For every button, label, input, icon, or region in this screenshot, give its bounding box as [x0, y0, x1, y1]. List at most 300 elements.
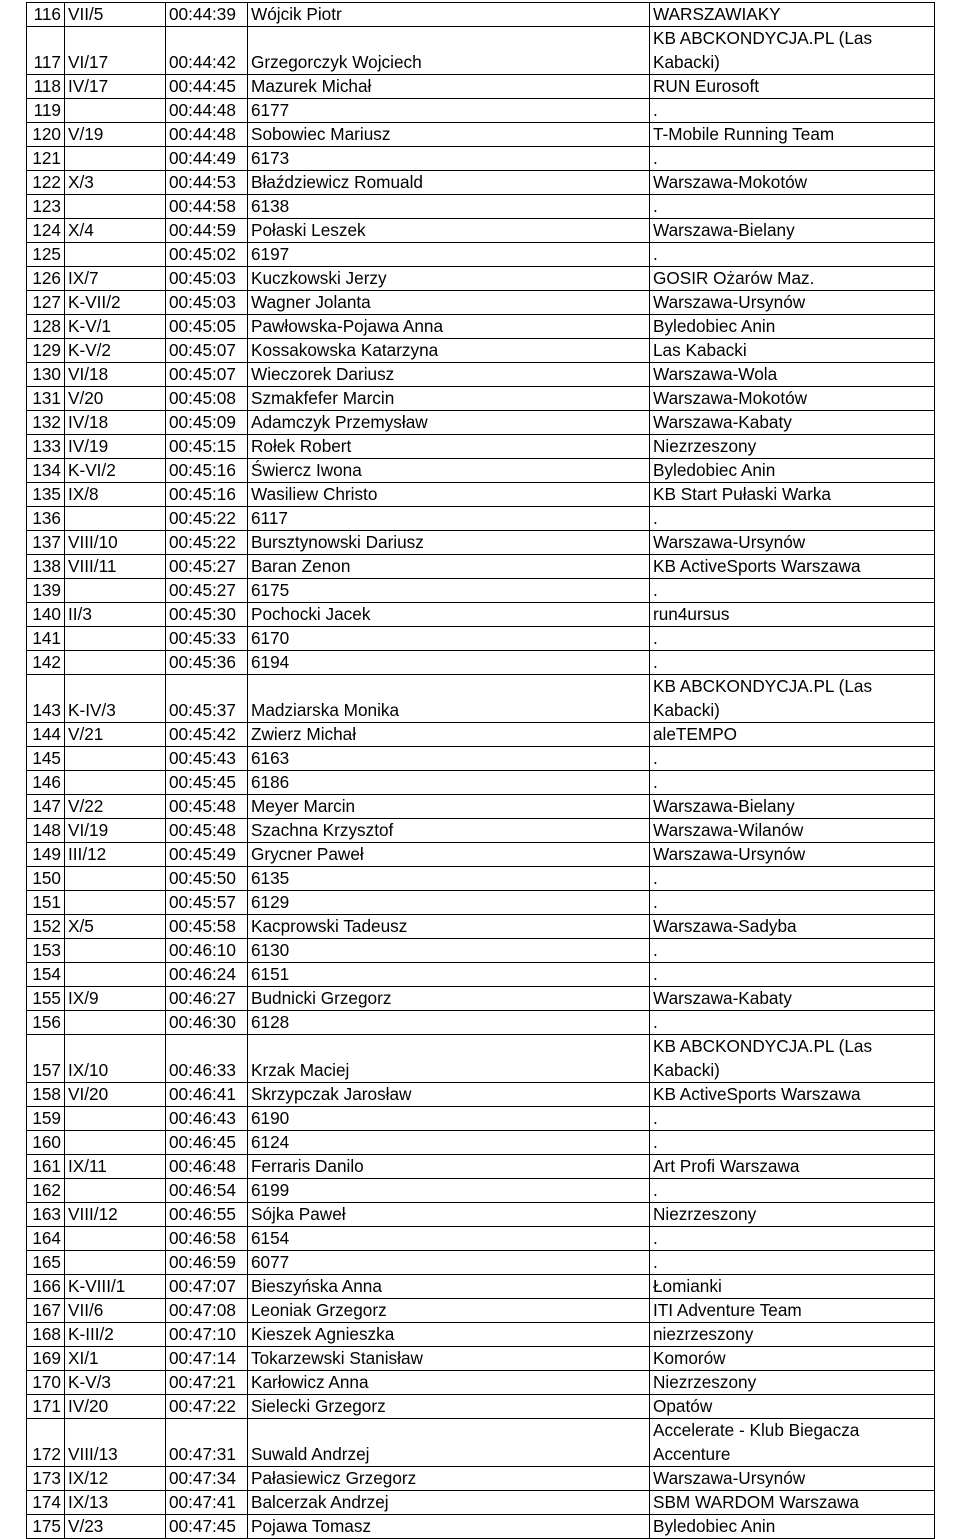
position-cell: 127 — [27, 291, 65, 315]
club-cell: . — [650, 507, 935, 531]
category-cell — [65, 891, 166, 915]
table-row — [27, 147, 935, 171]
club-cell: Warszawa-Ursynów — [650, 531, 935, 555]
table-row — [27, 891, 935, 915]
time-cell: 00:46:33 — [166, 1035, 248, 1083]
club-cell: KB ABCKONDYCJA.PL (Las Kabacki) — [650, 1035, 935, 1083]
table-row — [27, 99, 935, 123]
time-cell: 00:47:22 — [166, 1395, 248, 1419]
category-cell — [65, 651, 166, 675]
runner-name-cell: 6163 — [248, 747, 650, 771]
category-cell: IX/13 — [65, 1491, 166, 1515]
position-cell: 174 — [27, 1491, 65, 1515]
club-cell: ITI Adventure Team — [650, 1299, 935, 1323]
club-cell: . — [650, 1227, 935, 1251]
position-cell: 149 — [27, 843, 65, 867]
table-row — [27, 1155, 935, 1179]
category-cell — [65, 1107, 166, 1131]
club-cell: . — [650, 1011, 935, 1035]
position-cell: 141 — [27, 627, 65, 651]
club-cell: KB ActiveSports Warszawa — [650, 555, 935, 579]
runner-name-cell: 6177 — [248, 99, 650, 123]
club-cell: RUN Eurosoft — [650, 75, 935, 99]
club-cell: Opatów — [650, 1395, 935, 1419]
runner-name-cell: Budnicki Grzegorz — [248, 987, 650, 1011]
position-cell: 131 — [27, 387, 65, 411]
time-cell: 00:45:48 — [166, 795, 248, 819]
runner-name-cell: 6128 — [248, 1011, 650, 1035]
table-row — [27, 1083, 935, 1107]
runner-name-cell: 6194 — [248, 651, 650, 675]
club-cell: Warszawa-Mokotów — [650, 171, 935, 195]
runner-name-cell: Leoniak Grzegorz — [248, 1299, 650, 1323]
table-row — [27, 987, 935, 1011]
category-cell: IX/8 — [65, 483, 166, 507]
runner-name-cell: Wójcik Piotr — [248, 3, 650, 27]
table-row — [27, 1035, 935, 1083]
table-row — [27, 555, 935, 579]
time-cell: 00:45:42 — [166, 723, 248, 747]
position-cell: 151 — [27, 891, 65, 915]
table-row — [27, 1131, 935, 1155]
club-cell: KB ABCKONDYCJA.PL (Las Kabacki) — [650, 27, 935, 75]
position-cell: 133 — [27, 435, 65, 459]
position-cell: 165 — [27, 1251, 65, 1275]
runner-name-cell: 6117 — [248, 507, 650, 531]
time-cell: 00:46:58 — [166, 1227, 248, 1251]
club-cell: . — [650, 771, 935, 795]
position-cell: 147 — [27, 795, 65, 819]
position-cell: 117 — [27, 27, 65, 75]
category-cell: VIII/12 — [65, 1203, 166, 1227]
category-cell — [65, 99, 166, 123]
category-cell: IX/12 — [65, 1467, 166, 1491]
runner-name-cell: Sielecki Grzegorz — [248, 1395, 650, 1419]
category-cell — [65, 1011, 166, 1035]
position-cell: 156 — [27, 1011, 65, 1035]
runner-name-cell: Pochocki Jacek — [248, 603, 650, 627]
position-cell: 166 — [27, 1275, 65, 1299]
category-cell: X/5 — [65, 915, 166, 939]
position-cell: 132 — [27, 411, 65, 435]
time-cell: 00:45:30 — [166, 603, 248, 627]
runner-name-cell: Kossakowska Katarzyna — [248, 339, 650, 363]
time-cell: 00:45:36 — [166, 651, 248, 675]
table-row — [27, 963, 935, 987]
category-cell — [65, 1227, 166, 1251]
runner-name-cell: Grzegorczyk Wojciech — [248, 27, 650, 75]
club-cell: . — [650, 1131, 935, 1155]
position-cell: 119 — [27, 99, 65, 123]
time-cell: 00:47:10 — [166, 1323, 248, 1347]
category-cell — [65, 507, 166, 531]
time-cell: 00:47:14 — [166, 1347, 248, 1371]
position-cell: 152 — [27, 915, 65, 939]
table-row — [27, 291, 935, 315]
runner-name-cell: Bursztynowski Dariusz — [248, 531, 650, 555]
time-cell: 00:44:49 — [166, 147, 248, 171]
club-cell: run4ursus — [650, 603, 935, 627]
time-cell: 00:47:34 — [166, 1467, 248, 1491]
position-cell: 126 — [27, 267, 65, 291]
club-cell: Warszawa-Bielany — [650, 219, 935, 243]
table-row — [27, 339, 935, 363]
runner-name-cell: Karłowicz Anna — [248, 1371, 650, 1395]
runner-name-cell: 6154 — [248, 1227, 650, 1251]
category-cell — [65, 939, 166, 963]
category-cell — [65, 627, 166, 651]
time-cell: 00:44:45 — [166, 75, 248, 99]
runner-name-cell: 6130 — [248, 939, 650, 963]
category-cell: K-VIII/1 — [65, 1275, 166, 1299]
runner-name-cell: Adamczyk Przemysław — [248, 411, 650, 435]
time-cell: 00:44:59 — [166, 219, 248, 243]
position-cell: 167 — [27, 1299, 65, 1323]
position-cell: 123 — [27, 195, 65, 219]
category-cell: V/19 — [65, 123, 166, 147]
position-cell: 159 — [27, 1107, 65, 1131]
table-row — [27, 1323, 935, 1347]
category-cell: X/3 — [65, 171, 166, 195]
table-row — [27, 1371, 935, 1395]
table-row — [27, 531, 935, 555]
category-cell: X/4 — [65, 219, 166, 243]
time-cell: 00:45:15 — [166, 435, 248, 459]
position-cell: 161 — [27, 1155, 65, 1179]
position-cell: 163 — [27, 1203, 65, 1227]
club-cell: KB Start Pułaski Warka — [650, 483, 935, 507]
time-cell: 00:44:39 — [166, 3, 248, 27]
table-row — [27, 1395, 935, 1419]
runner-name-cell: 6077 — [248, 1251, 650, 1275]
time-cell: 00:44:53 — [166, 171, 248, 195]
table-row — [27, 579, 935, 603]
category-cell: III/12 — [65, 843, 166, 867]
position-cell: 150 — [27, 867, 65, 891]
runner-name-cell: Szachna Krzysztof — [248, 819, 650, 843]
time-cell: 00:46:45 — [166, 1131, 248, 1155]
category-cell: K-IV/3 — [65, 675, 166, 723]
time-cell: 00:45:37 — [166, 675, 248, 723]
position-cell: 143 — [27, 675, 65, 723]
position-cell: 168 — [27, 1323, 65, 1347]
time-cell: 00:46:41 — [166, 1083, 248, 1107]
table-row — [27, 3, 935, 27]
runner-name-cell: Kieszek Agnieszka — [248, 1323, 650, 1347]
club-cell: . — [650, 939, 935, 963]
position-cell: 125 — [27, 243, 65, 267]
table-row — [27, 915, 935, 939]
time-cell: 00:45:45 — [166, 771, 248, 795]
time-cell: 00:45:43 — [166, 747, 248, 771]
runner-name-cell: Połaski Leszek — [248, 219, 650, 243]
position-cell: 128 — [27, 315, 65, 339]
time-cell: 00:45:07 — [166, 363, 248, 387]
time-cell: 00:46:30 — [166, 1011, 248, 1035]
category-cell: VI/20 — [65, 1083, 166, 1107]
runner-name-cell: 6151 — [248, 963, 650, 987]
time-cell: 00:45:57 — [166, 891, 248, 915]
results-body — [27, 3, 935, 1539]
position-cell: 144 — [27, 723, 65, 747]
table-row — [27, 363, 935, 387]
position-cell: 140 — [27, 603, 65, 627]
time-cell: 00:47:45 — [166, 1515, 248, 1539]
club-cell: Byledobiec Anin — [650, 1515, 935, 1539]
position-cell: 153 — [27, 939, 65, 963]
runner-name-cell: Wagner Jolanta — [248, 291, 650, 315]
time-cell: 00:46:24 — [166, 963, 248, 987]
category-cell: V/20 — [65, 387, 166, 411]
club-cell: aleTEMPO — [650, 723, 935, 747]
time-cell: 00:47:41 — [166, 1491, 248, 1515]
time-cell: 00:45:05 — [166, 315, 248, 339]
table-row — [27, 75, 935, 99]
table-row — [27, 1203, 935, 1227]
club-cell: . — [650, 147, 935, 171]
club-cell: Warszawa-Ursynów — [650, 291, 935, 315]
category-cell — [65, 747, 166, 771]
table-row — [27, 267, 935, 291]
runner-name-cell: Szmakfefer Marcin — [248, 387, 650, 411]
category-cell: VII/6 — [65, 1299, 166, 1323]
runner-name-cell: Ferraris Danilo — [248, 1155, 650, 1179]
category-cell: V/21 — [65, 723, 166, 747]
table-row — [27, 507, 935, 531]
position-cell: 118 — [27, 75, 65, 99]
table-row — [27, 939, 935, 963]
position-cell: 121 — [27, 147, 65, 171]
runner-name-cell: 6124 — [248, 1131, 650, 1155]
table-row — [27, 603, 935, 627]
position-cell: 136 — [27, 507, 65, 531]
club-cell: Art Profi Warszawa — [650, 1155, 935, 1179]
club-cell: . — [650, 963, 935, 987]
club-cell: T-Mobile Running Team — [650, 123, 935, 147]
runner-name-cell: 6129 — [248, 891, 650, 915]
time-cell: 00:46:55 — [166, 1203, 248, 1227]
table-row — [27, 651, 935, 675]
table-row — [27, 1179, 935, 1203]
table-row — [27, 867, 935, 891]
runner-name-cell: Balcerzak Andrzej — [248, 1491, 650, 1515]
runner-name-cell: 6173 — [248, 147, 650, 171]
club-cell: Warszawa-Ursynów — [650, 843, 935, 867]
club-cell: Warszawa-Kabaty — [650, 987, 935, 1011]
runner-name-cell: 6170 — [248, 627, 650, 651]
position-cell: 129 — [27, 339, 65, 363]
category-cell: IV/17 — [65, 75, 166, 99]
time-cell: 00:46:27 — [166, 987, 248, 1011]
club-cell: Las Kabacki — [650, 339, 935, 363]
category-cell: IV/20 — [65, 1395, 166, 1419]
club-cell: Łomianki — [650, 1275, 935, 1299]
position-cell: 148 — [27, 819, 65, 843]
runner-name-cell: Krzak Maciej — [248, 1035, 650, 1083]
club-cell: WARSZAWIAKY — [650, 3, 935, 27]
time-cell: 00:45:22 — [166, 531, 248, 555]
table-row — [27, 459, 935, 483]
club-cell: . — [650, 627, 935, 651]
category-cell — [65, 147, 166, 171]
runner-name-cell: Zwierz Michał — [248, 723, 650, 747]
club-cell: . — [650, 579, 935, 603]
club-cell: Warszawa-Wilanów — [650, 819, 935, 843]
runner-name-cell: 6199 — [248, 1179, 650, 1203]
club-cell: Niezrzeszony — [650, 435, 935, 459]
position-cell: 172 — [27, 1419, 65, 1467]
time-cell: 00:45:16 — [166, 459, 248, 483]
category-cell: IX/11 — [65, 1155, 166, 1179]
club-cell: . — [650, 651, 935, 675]
club-cell: Warszawa-Bielany — [650, 795, 935, 819]
table-row — [27, 723, 935, 747]
table-row — [27, 819, 935, 843]
club-cell: . — [650, 1107, 935, 1131]
position-cell: 155 — [27, 987, 65, 1011]
club-cell: Warszawa-Sadyba — [650, 915, 935, 939]
club-cell: Byledobiec Anin — [650, 459, 935, 483]
club-cell: Warszawa-Wola — [650, 363, 935, 387]
table-row — [27, 171, 935, 195]
club-cell: Niezrzeszony — [650, 1371, 935, 1395]
category-cell: VIII/11 — [65, 555, 166, 579]
club-cell: . — [650, 243, 935, 267]
time-cell: 00:44:48 — [166, 99, 248, 123]
position-cell: 169 — [27, 1347, 65, 1371]
time-cell: 00:44:48 — [166, 123, 248, 147]
position-cell: 138 — [27, 555, 65, 579]
runner-name-cell: Grycner Paweł — [248, 843, 650, 867]
runner-name-cell: Sobowiec Mariusz — [248, 123, 650, 147]
table-row — [27, 1275, 935, 1299]
club-cell: Niezrzeszony — [650, 1203, 935, 1227]
club-cell: Accelerate - Klub Biegacza Accenture — [650, 1419, 935, 1467]
table-row — [27, 435, 935, 459]
position-cell: 135 — [27, 483, 65, 507]
category-cell: K-VI/2 — [65, 459, 166, 483]
table-row — [27, 243, 935, 267]
table-row — [27, 771, 935, 795]
position-cell: 173 — [27, 1467, 65, 1491]
time-cell: 00:45:48 — [166, 819, 248, 843]
position-cell: 145 — [27, 747, 65, 771]
position-cell: 175 — [27, 1515, 65, 1539]
results-table — [26, 2, 935, 1539]
runner-name-cell: Baran Zenon — [248, 555, 650, 579]
category-cell: K-VII/2 — [65, 291, 166, 315]
runner-name-cell: Kacprowski Tadeusz — [248, 915, 650, 939]
club-cell: . — [650, 747, 935, 771]
runner-name-cell: 6186 — [248, 771, 650, 795]
category-cell — [65, 1131, 166, 1155]
runner-name-cell: 6135 — [248, 867, 650, 891]
category-cell: K-V/2 — [65, 339, 166, 363]
time-cell: 00:45:49 — [166, 843, 248, 867]
runner-name-cell: Pałasiewicz Grzegorz — [248, 1467, 650, 1491]
time-cell: 00:45:27 — [166, 579, 248, 603]
runner-name-cell: Wasiliew Christo — [248, 483, 650, 507]
time-cell: 00:45:16 — [166, 483, 248, 507]
category-cell: K-III/2 — [65, 1323, 166, 1347]
table-row — [27, 1491, 935, 1515]
position-cell: 154 — [27, 963, 65, 987]
runner-name-cell: Skrzypczak Jarosław — [248, 1083, 650, 1107]
time-cell: 00:45:50 — [166, 867, 248, 891]
club-cell: KB ActiveSports Warszawa — [650, 1083, 935, 1107]
position-cell: 171 — [27, 1395, 65, 1419]
table-row — [27, 315, 935, 339]
time-cell: 00:45:58 — [166, 915, 248, 939]
time-cell: 00:47:07 — [166, 1275, 248, 1299]
runner-name-cell: Świercz Iwona — [248, 459, 650, 483]
category-cell: K-V/1 — [65, 315, 166, 339]
table-row — [27, 483, 935, 507]
category-cell: VIII/13 — [65, 1419, 166, 1467]
time-cell: 00:47:08 — [166, 1299, 248, 1323]
category-cell: VI/18 — [65, 363, 166, 387]
category-cell: V/23 — [65, 1515, 166, 1539]
table-row — [27, 27, 935, 75]
club-cell: . — [650, 867, 935, 891]
time-cell: 00:44:58 — [166, 195, 248, 219]
position-cell: 162 — [27, 1179, 65, 1203]
position-cell: 146 — [27, 771, 65, 795]
time-cell: 00:44:42 — [166, 27, 248, 75]
category-cell: II/3 — [65, 603, 166, 627]
time-cell: 00:46:48 — [166, 1155, 248, 1179]
club-cell: . — [650, 1179, 935, 1203]
runner-name-cell: Suwald Andrzej — [248, 1419, 650, 1467]
club-cell: Warszawa-Ursynów — [650, 1467, 935, 1491]
time-cell: 00:45:08 — [166, 387, 248, 411]
time-cell: 00:46:59 — [166, 1251, 248, 1275]
club-cell: Byledobiec Anin — [650, 315, 935, 339]
club-cell: niezrzeszony — [650, 1323, 935, 1347]
category-cell: IV/18 — [65, 411, 166, 435]
runner-name-cell: Wieczorek Dariusz — [248, 363, 650, 387]
category-cell — [65, 579, 166, 603]
club-cell: KB ABCKONDYCJA.PL (Las Kabacki) — [650, 675, 935, 723]
runner-name-cell: Tokarzewski Stanisław — [248, 1347, 650, 1371]
table-row — [27, 1011, 935, 1035]
category-cell: VI/17 — [65, 27, 166, 75]
table-row — [27, 411, 935, 435]
time-cell: 00:46:54 — [166, 1179, 248, 1203]
time-cell: 00:45:09 — [166, 411, 248, 435]
position-cell: 130 — [27, 363, 65, 387]
position-cell: 142 — [27, 651, 65, 675]
table-row — [27, 1227, 935, 1251]
table-row — [27, 1251, 935, 1275]
position-cell: 124 — [27, 219, 65, 243]
club-cell: Warszawa-Kabaty — [650, 411, 935, 435]
category-cell: IX/9 — [65, 987, 166, 1011]
table-row — [27, 675, 935, 723]
time-cell: 00:45:07 — [166, 339, 248, 363]
club-cell: . — [650, 99, 935, 123]
category-cell — [65, 867, 166, 891]
table-row — [27, 387, 935, 411]
position-cell: 139 — [27, 579, 65, 603]
position-cell: 164 — [27, 1227, 65, 1251]
table-row — [27, 1419, 935, 1467]
category-cell — [65, 195, 166, 219]
category-cell — [65, 771, 166, 795]
runner-name-cell: 6138 — [248, 195, 650, 219]
runner-name-cell: Kuczkowski Jerzy — [248, 267, 650, 291]
runner-name-cell: Rołek Robert — [248, 435, 650, 459]
